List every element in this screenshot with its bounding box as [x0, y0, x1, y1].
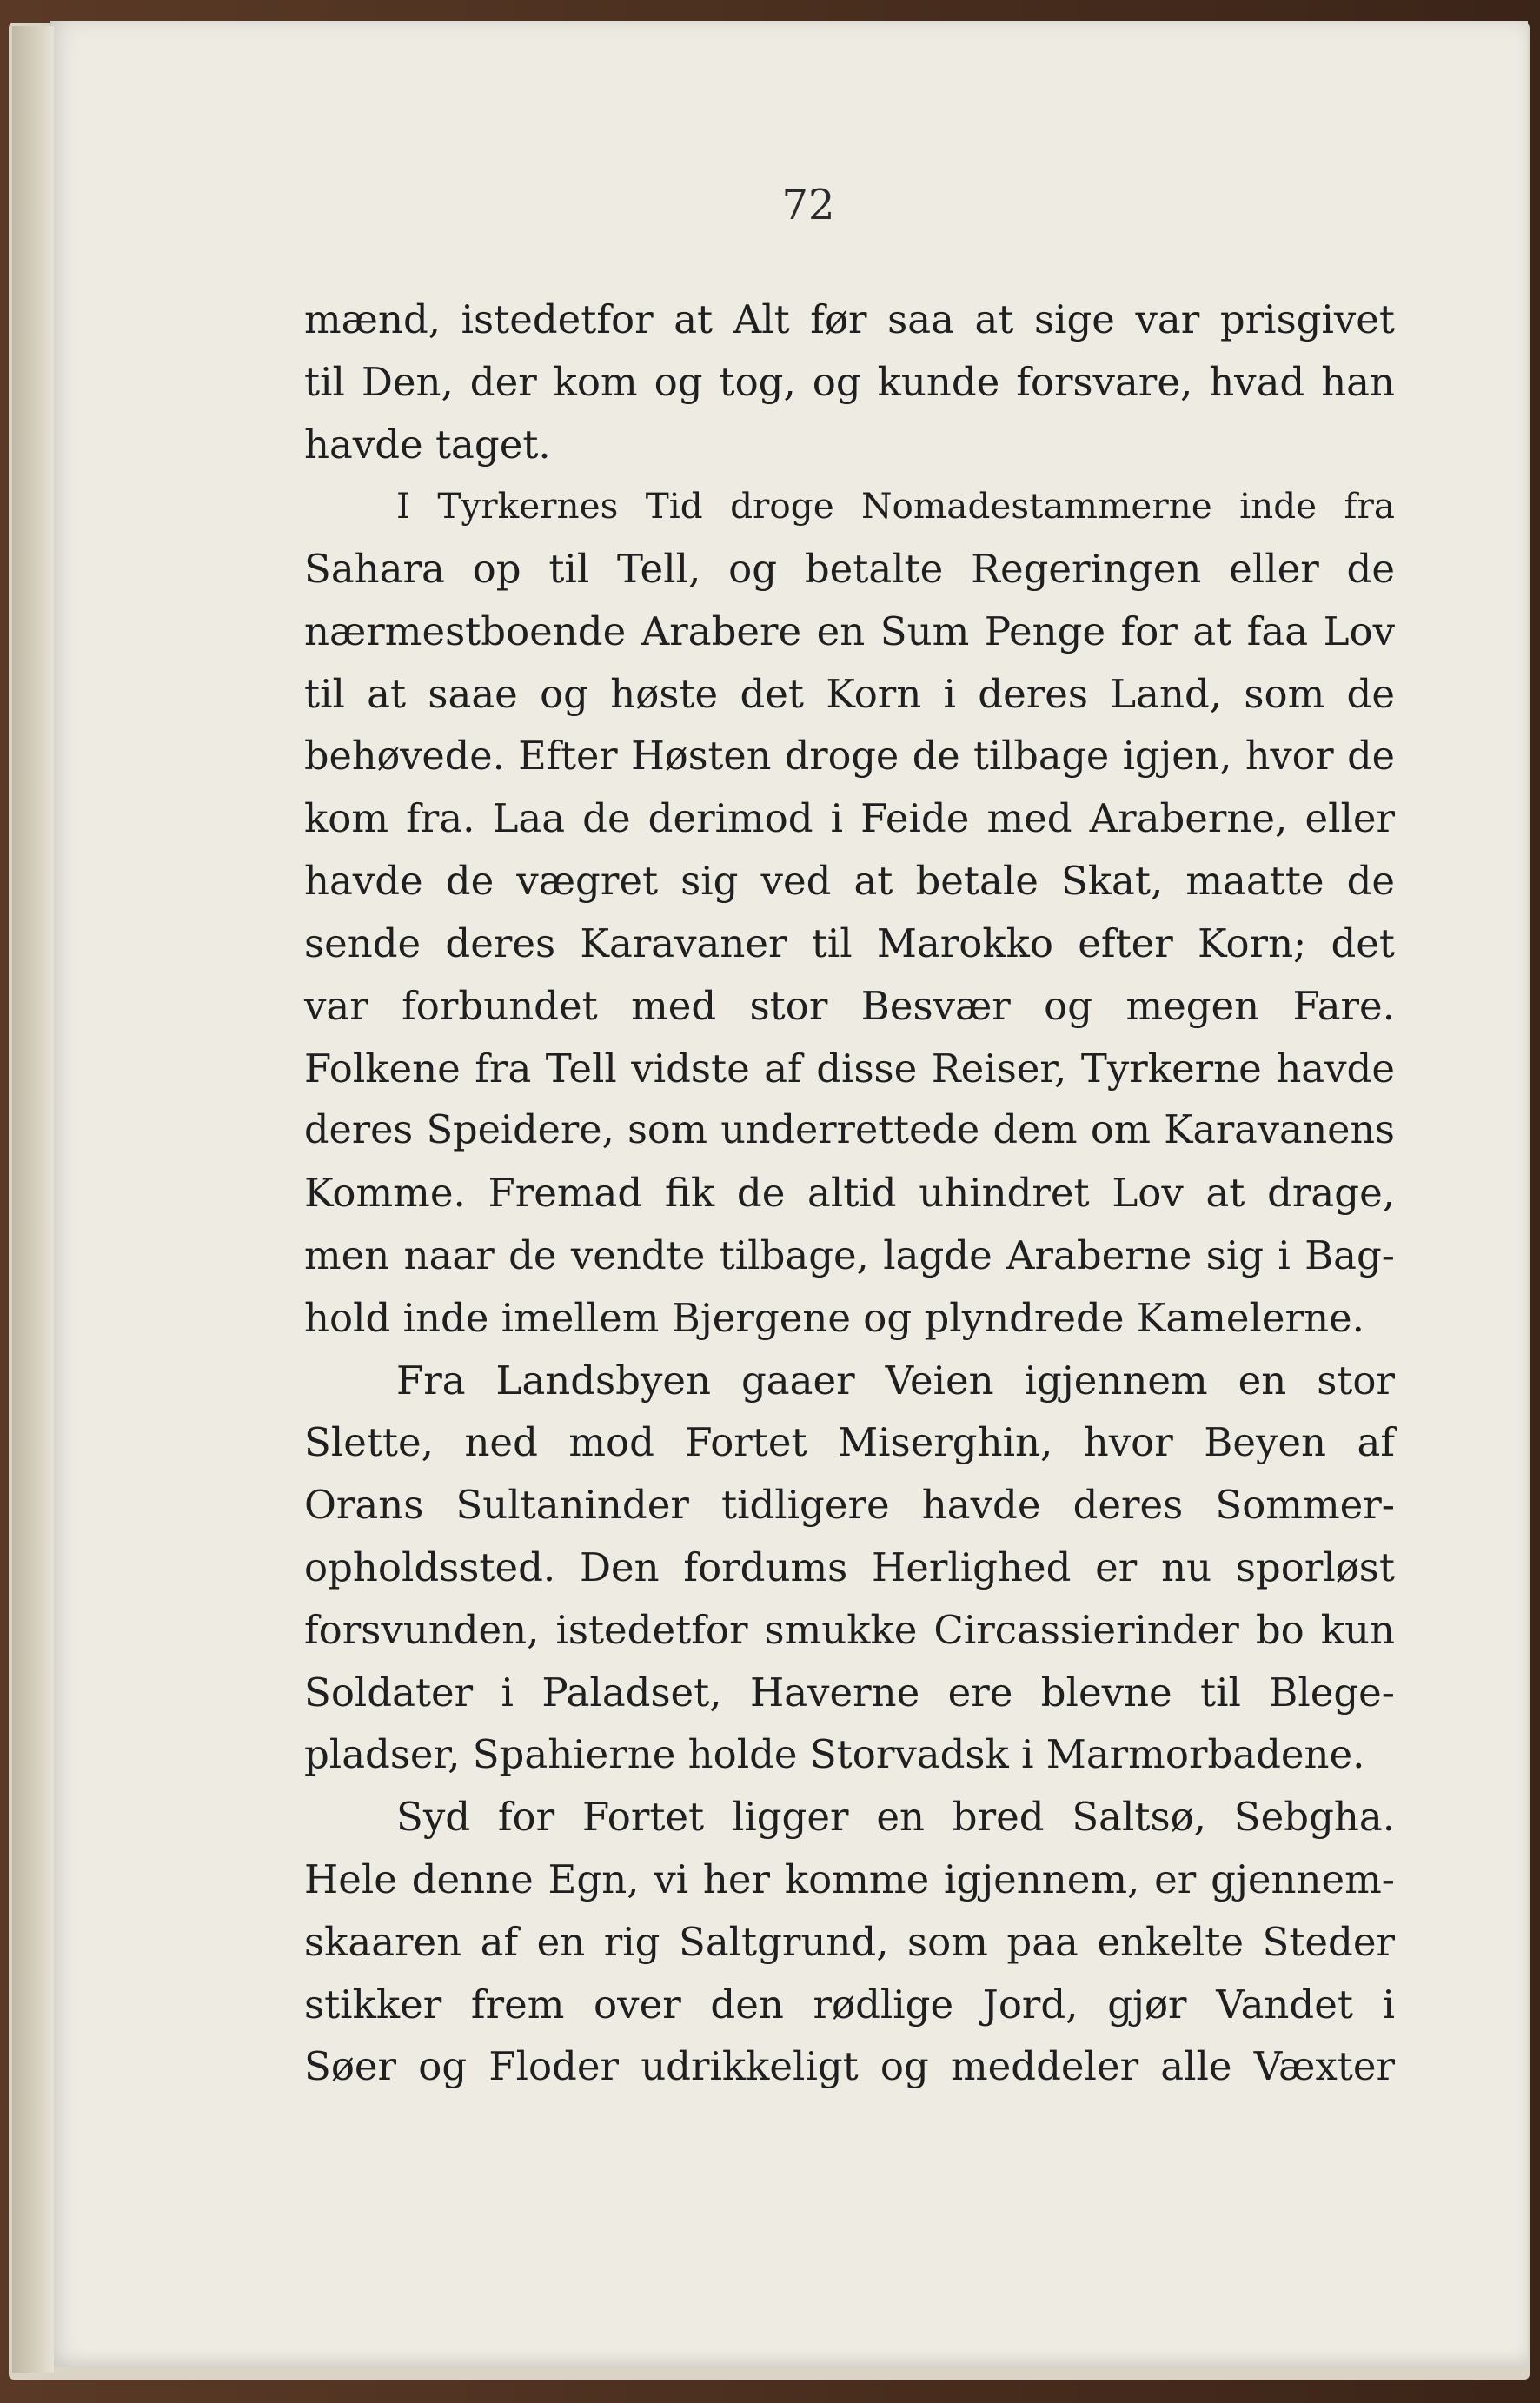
- text-line: pladser, Spahierne holde Storvadsk i Marmorbadene.: [304, 1731, 1365, 1778]
- text-line: Syd for Fortet ligger en bred Saltsø, Sebgha.: [396, 1794, 1395, 1841]
- text-line: Sahara op til Tell, og betalte Regeringen eller de: [304, 546, 1395, 593]
- text-line: stikker frem over den rødlige Jord, gjør Vandet i: [304, 1981, 1395, 2028]
- text-line: var forbundet med stor Besvær og megen Fare.: [304, 982, 1395, 1029]
- text-line: opholdssted. Den fordums Herlighed er nu sporløst: [304, 1543, 1395, 1590]
- text-line: Hele denne Egn, vi her komme igjennem, er gjennem-: [304, 1855, 1395, 1902]
- text-line: nærmestboende Arabere en Sum Penge for at faa Lov: [304, 607, 1395, 654]
- body-text: [304, 289, 1395, 2098]
- text-line: til Den, der kom og tog, og kunde forsvare, hvad han: [304, 358, 1395, 405]
- text-line: Folkene fra Tell vidste af disse Reiser, Tyrkerne havde: [304, 1045, 1395, 1092]
- page-gutter: [12, 26, 54, 2373]
- text-line: Søer og Floder udrikkeligt og meddeler alle Væxter: [304, 2043, 1395, 2090]
- text-line: forsvunden, istedetfor smukke Circassierinder bo kun: [304, 1606, 1395, 1653]
- text-line: kom fra. Laa de derimod i Feide med Araberne, eller: [304, 795, 1395, 842]
- text-line: mænd, istedetfor at Alt før saa at sige var prisgivet: [304, 296, 1395, 342]
- text-line: Komme. Fremad fik de altid uhindret Lov at drage,: [304, 1170, 1395, 1217]
- page-number: 72: [781, 181, 835, 229]
- text-line: I Tyrkernes Tid droge Nomadestammerne inde fra: [396, 485, 1395, 528]
- text-line: Slette, ned mod Fortet Miserghin, hvor Beyen af: [304, 1419, 1395, 1466]
- text-line: skaaren af en rig Saltgrund, som paa enkelte Steder: [304, 1918, 1395, 1965]
- text-line: deres Speidere, som underrettede dem om Karavanens: [304, 1108, 1395, 1153]
- text-line: Orans Sultaninder tidligere havde deres Sommer-: [304, 1482, 1395, 1529]
- text-line: men naar de vendte tilbage, lagde Araberne sig i Bag-: [304, 1231, 1395, 1278]
- text-line: havde de vægret sig ved at betale Skat, maatte de: [304, 858, 1395, 905]
- text-line: hold inde imellem Bjergene og plyndrede Kamelerne.: [304, 1294, 1364, 1341]
- text-line: behøvede. Efter Høsten droge de tilbage igjen, hvor de: [304, 734, 1395, 779]
- text-line: havde taget.: [304, 421, 551, 468]
- text-line: til at saae og høste det Korn i deres Land, som de: [304, 670, 1395, 717]
- text-line: sende deres Karavaner til Marokko efter Korn; det: [304, 919, 1395, 966]
- text-line: Fra Landsbyen gaaer Veien igjennem en stor: [396, 1357, 1395, 1404]
- text-line: Soldater i Paladset, Haverne ere blevne til Blege-: [304, 1669, 1395, 1716]
